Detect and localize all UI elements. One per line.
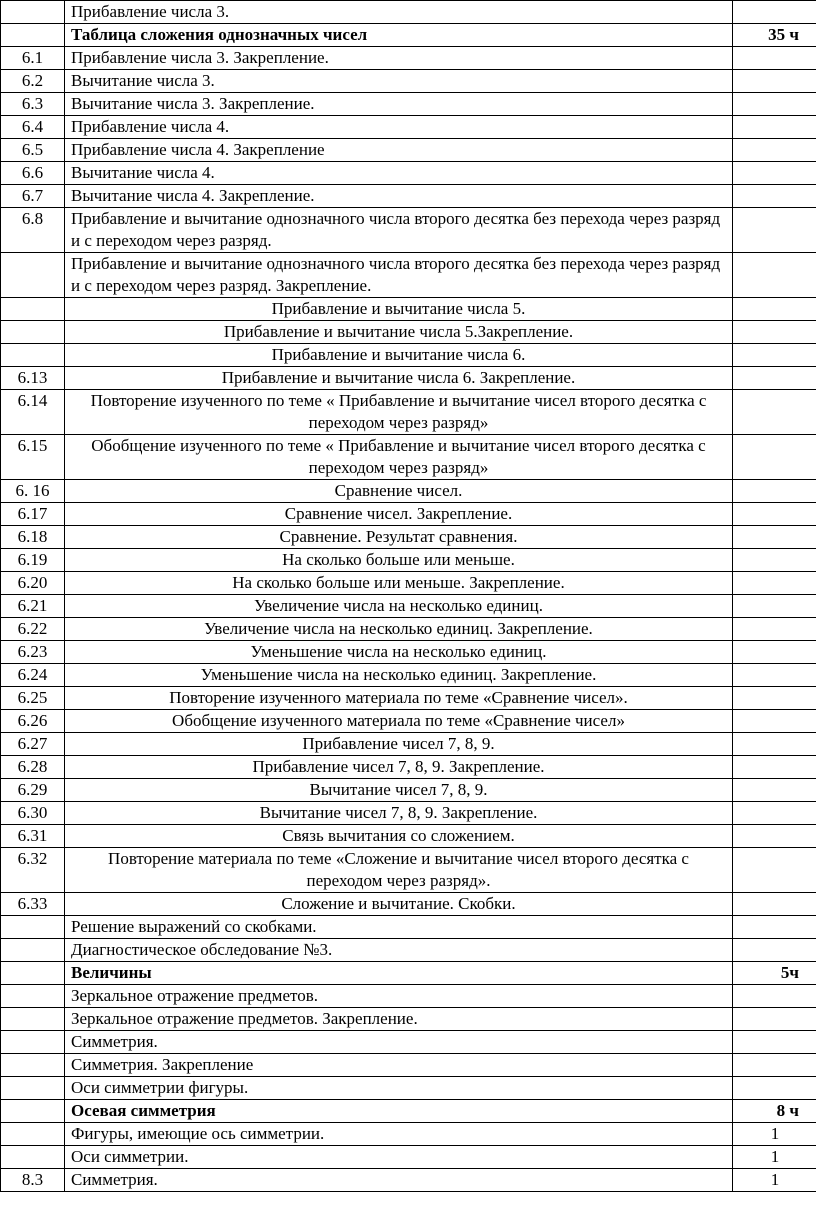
lesson-hours: [733, 802, 816, 825]
lesson-number: 6.6: [1, 162, 65, 185]
lesson-number: 6.3: [1, 93, 65, 116]
section-title: Осевая симметрия: [65, 1100, 733, 1123]
lesson-hours: [733, 298, 816, 321]
lesson-topic: Вычитание числа 3.: [65, 70, 733, 93]
table-row: [1, 1031, 816, 1054]
lesson-hours: [733, 116, 816, 139]
lesson-hours: [733, 162, 816, 185]
lesson-number: [1, 916, 65, 939]
lesson-topic: Прибавление и вычитание однозначного числа второго десятка без перехода через разряд и с переходом через разряд. Закрепление.: [65, 253, 733, 298]
lesson-hours: [733, 825, 816, 848]
lesson-hours: [733, 1077, 816, 1100]
table-row: [1, 1123, 816, 1146]
table-row: [1, 733, 816, 756]
lesson-topic: Прибавление числа 4. Закрепление: [65, 139, 733, 162]
lesson-hours: [733, 710, 816, 733]
lesson-number: 6.2: [1, 70, 65, 93]
lesson-topic: Повторение изученного по теме « Прибавление и вычитание чисел второго десятка с переходом через разряд»: [65, 390, 733, 435]
lesson-number: [1, 24, 65, 47]
table-row: [1, 253, 816, 298]
table-row: [1, 802, 816, 825]
table-row: [1, 549, 816, 572]
lesson-topic: На сколько больше или меньше. Закрепление.: [65, 572, 733, 595]
lesson-number: [1, 1100, 65, 1123]
lesson-hours: [733, 618, 816, 641]
lesson-number: 6. 16: [1, 480, 65, 503]
lesson-number: 6.31: [1, 825, 65, 848]
lesson-hours: [733, 733, 816, 756]
lesson-topic: Диагностическое обследование №3.: [65, 939, 733, 962]
lesson-hours: [733, 480, 816, 503]
lesson-topic: Вычитание числа 3. Закрепление.: [65, 93, 733, 116]
lesson-topic: Увеличение числа на несколько единиц.: [65, 595, 733, 618]
lesson-number: [1, 1123, 65, 1146]
lesson-topic: Прибавление и вычитание числа 6. Закрепление.: [65, 367, 733, 390]
lesson-number: [1, 985, 65, 1008]
lesson-hours: [733, 1008, 816, 1031]
lesson-topic: Зеркальное отражение предметов. Закрепление.: [65, 1008, 733, 1031]
lesson-topic: Прибавление и вычитание однозначного числа второго десятка без перехода через разряд и с переходом через разряд.: [65, 208, 733, 253]
lesson-topic: Фигуры, имеющие ось симметрии.: [65, 1123, 733, 1146]
lesson-topic: Сравнение чисел.: [65, 480, 733, 503]
lesson-number: 6.27: [1, 733, 65, 756]
lesson-hours: [733, 848, 816, 893]
section-title: Таблица сложения однозначных чисел: [65, 24, 733, 47]
lesson-hours: [733, 572, 816, 595]
table-row: [1, 435, 816, 480]
lesson-hours: [733, 367, 816, 390]
lesson-number: 6.22: [1, 618, 65, 641]
table-row: [1, 116, 816, 139]
lesson-number: 6.28: [1, 756, 65, 779]
table-row: [1, 848, 816, 893]
lesson-hours: [733, 1, 816, 24]
table-row: [1, 1146, 816, 1169]
lesson-hours: [733, 526, 816, 549]
lesson-topic: Сложение и вычитание. Скобки.: [65, 893, 733, 916]
lesson-number: 6.20: [1, 572, 65, 595]
lesson-topic: Уменьшение числа на несколько единиц. Закрепление.: [65, 664, 733, 687]
lesson-topic: Зеркальное отражение предметов.: [65, 985, 733, 1008]
lesson-number: [1, 1031, 65, 1054]
lesson-hours: [733, 916, 816, 939]
lesson-number: 6.13: [1, 367, 65, 390]
lesson-number: 6.14: [1, 390, 65, 435]
lesson-hours: [733, 985, 816, 1008]
lesson-hours: [733, 641, 816, 664]
lesson-topic: Обобщение изученного по теме « Прибавление и вычитание чисел второго десятка с переходом через разряд»: [65, 435, 733, 480]
table-row: [1, 1077, 816, 1100]
table-row: [1, 641, 816, 664]
lesson-topic: Вычитание чисел 7, 8, 9.: [65, 779, 733, 802]
lesson-topic: Прибавление числа 3.: [65, 1, 733, 24]
table-row: [1, 687, 816, 710]
lesson-topic: Прибавление числа 4.: [65, 116, 733, 139]
table-row: [1, 1, 816, 24]
table-row: [1, 185, 816, 208]
lesson-number: [1, 1146, 65, 1169]
lesson-number: 6.1: [1, 47, 65, 70]
lesson-hours: [733, 503, 816, 526]
lesson-number: 6.19: [1, 549, 65, 572]
table-row: [1, 595, 816, 618]
lesson-topic: Оси симметрии.: [65, 1146, 733, 1169]
table-row: [1, 710, 816, 733]
lesson-topic: Сравнение чисел. Закрепление.: [65, 503, 733, 526]
lesson-number: 6.4: [1, 116, 65, 139]
lesson-hours: [733, 687, 816, 710]
table-row: [1, 1054, 816, 1077]
lesson-topic: Оси симметрии фигуры.: [65, 1077, 733, 1100]
lesson-hours: [733, 47, 816, 70]
table-row: [1, 756, 816, 779]
lesson-topic: Повторение материала по теме «Сложение и вычитание чисел второго десятка с переходом через разряд».: [65, 848, 733, 893]
lesson-hours: [733, 93, 816, 116]
table-row: [1, 367, 816, 390]
lesson-number: 6.33: [1, 893, 65, 916]
lesson-hours: [733, 756, 816, 779]
lesson-number: 6.7: [1, 185, 65, 208]
lesson-topic: Прибавление и вычитание числа 6.: [65, 344, 733, 367]
lesson-number: [1, 253, 65, 298]
lesson-number: 6.25: [1, 687, 65, 710]
lesson-hours: 1: [733, 1169, 816, 1192]
lesson-hours: [733, 1054, 816, 1077]
section-header-row: [1, 1100, 816, 1123]
lesson-number: [1, 962, 65, 985]
lesson-hours: [733, 253, 816, 298]
table-row: [1, 572, 816, 595]
lesson-topic: Вычитание чисел 7, 8, 9. Закрепление.: [65, 802, 733, 825]
table-row: [1, 618, 816, 641]
lesson-number: [1, 939, 65, 962]
lesson-topic: Вычитание числа 4. Закрепление.: [65, 185, 733, 208]
lesson-topic: Обобщение изученного материала по теме «Сравнение чисел»: [65, 710, 733, 733]
lesson-topic: Симметрия.: [65, 1031, 733, 1054]
table-row: [1, 985, 816, 1008]
lesson-topic: Вычитание числа 4.: [65, 162, 733, 185]
section-title: Величины: [65, 962, 733, 985]
lesson-hours: [733, 435, 816, 480]
lesson-topic: На сколько больше или меньше.: [65, 549, 733, 572]
lesson-hours: [733, 549, 816, 572]
table-row: [1, 825, 816, 848]
lesson-topic: Симметрия.: [65, 1169, 733, 1192]
table-row: [1, 1008, 816, 1031]
lesson-number: 6.8: [1, 208, 65, 253]
lesson-topic: Связь вычитания со сложением.: [65, 825, 733, 848]
table-row: [1, 321, 816, 344]
table-row: [1, 390, 816, 435]
lesson-topic: Прибавление числа 3. Закрепление.: [65, 47, 733, 70]
lesson-hours: [733, 893, 816, 916]
table-row: [1, 664, 816, 687]
lesson-number: [1, 1054, 65, 1077]
lesson-number: 6.17: [1, 503, 65, 526]
lesson-hours: [733, 390, 816, 435]
table-row: [1, 139, 816, 162]
table-row: [1, 298, 816, 321]
lesson-hours: 5ч: [733, 962, 816, 985]
section-header-row: [1, 962, 816, 985]
lesson-number: 6.24: [1, 664, 65, 687]
table-row: [1, 162, 816, 185]
lesson-number: 6.30: [1, 802, 65, 825]
lesson-number: 6.15: [1, 435, 65, 480]
lesson-number: [1, 344, 65, 367]
table-row: [1, 893, 816, 916]
lesson-hours: [733, 595, 816, 618]
lesson-topic: Повторение изученного материала по теме «Сравнение чисел».: [65, 687, 733, 710]
table-row: [1, 70, 816, 93]
lesson-number: [1, 1077, 65, 1100]
table-row: [1, 480, 816, 503]
lesson-number: [1, 298, 65, 321]
lesson-hours: [733, 208, 816, 253]
lesson-topic: Прибавление и вычитание числа 5.Закрепление.: [65, 321, 733, 344]
lesson-hours: [733, 344, 816, 367]
lesson-number: 8.3: [1, 1169, 65, 1192]
lesson-hours: [733, 664, 816, 687]
lesson-hours: 35 ч: [733, 24, 816, 47]
table-row: [1, 939, 816, 962]
table-row: [1, 779, 816, 802]
lesson-hours: 8 ч: [733, 1100, 816, 1123]
table-row: [1, 344, 816, 367]
lesson-topic: Сравнение. Результат сравнения.: [65, 526, 733, 549]
lesson-topic: Прибавление и вычитание числа 5.: [65, 298, 733, 321]
lesson-hours: [733, 139, 816, 162]
section-header-row: [1, 24, 816, 47]
lesson-topic: Уменьшение числа на несколько единиц.: [65, 641, 733, 664]
lesson-hours: [733, 939, 816, 962]
lesson-number: 6.21: [1, 595, 65, 618]
lesson-topic: Решение выражений со скобками.: [65, 916, 733, 939]
lesson-hours: [733, 1031, 816, 1054]
table-row: [1, 1169, 816, 1192]
lesson-topic: Прибавление чисел 7, 8, 9. Закрепление.: [65, 756, 733, 779]
lesson-number: 6.5: [1, 139, 65, 162]
lesson-topic: Увеличение числа на несколько единиц. Закрепление.: [65, 618, 733, 641]
lesson-number: [1, 1008, 65, 1031]
lesson-topic: Прибавление чисел 7, 8, 9.: [65, 733, 733, 756]
table-row: [1, 916, 816, 939]
lesson-hours: 1: [733, 1123, 816, 1146]
lesson-number: [1, 1, 65, 24]
table-row: [1, 47, 816, 70]
lesson-number: 6.29: [1, 779, 65, 802]
table-row: [1, 503, 816, 526]
lesson-number: 6.18: [1, 526, 65, 549]
lesson-hours: [733, 779, 816, 802]
lesson-number: 6.26: [1, 710, 65, 733]
lesson-number: 6.32: [1, 848, 65, 893]
table-row: [1, 208, 816, 253]
table-row: [1, 526, 816, 549]
lesson-hours: 1: [733, 1146, 816, 1169]
lesson-number: 6.23: [1, 641, 65, 664]
lesson-topic: Симметрия. Закрепление: [65, 1054, 733, 1077]
lesson-hours: [733, 70, 816, 93]
lesson-hours: [733, 321, 816, 344]
lesson-plan-body: [1, 1, 816, 1192]
lesson-hours: [733, 185, 816, 208]
table-row: [1, 93, 816, 116]
lesson-number: [1, 321, 65, 344]
